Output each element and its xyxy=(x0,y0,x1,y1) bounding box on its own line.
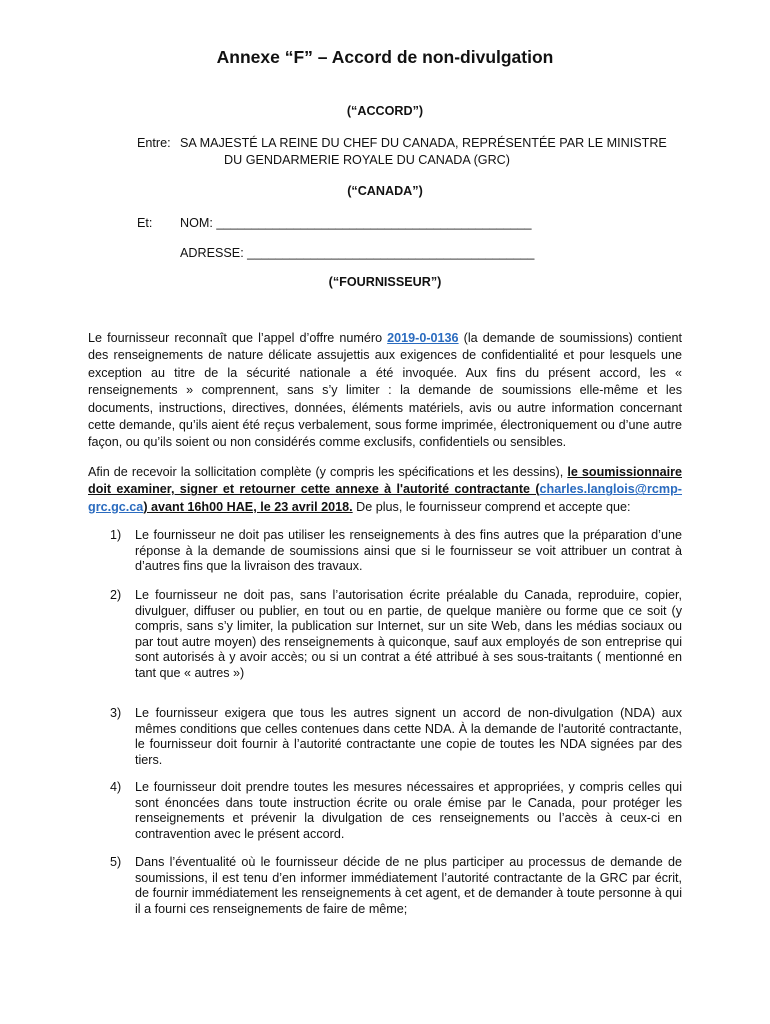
document-title: Annexe “F” – Accord de non-divulgation xyxy=(216,47,554,67)
list-item-text: Le fournisseur ne doit pas, sans l’autorisation écrite préalable du Canada, reproduire, copier, divulguer, diffuser ou publier, en tout ou en partie, de quelque manière ou forme que ce soit (y compris, sans s’y limiter, la publication sur Internet, sur un site Web, dans les médias sociaux ou par tout autre moyen) des renseignements à quiconque, sauf aux employés de son entreprise qui sont autorisés à y avoir accès; ou si un contrat a été attribué à ses sous-traitants ( mentionné en tant que « autres ») xyxy=(135,588,682,680)
list-item xyxy=(110,588,682,682)
list-item-text: Le fournisseur doit prendre toutes les mesures nécessaires et appropriées, y compris celles qui sont énoncées dans toute instruction écrite ou orale émise par le Canada, pour protéger les renseignements et prévenir la divulgation de ces renseignements ou l’accès à ceux-ci en contravention avec le présent accord. xyxy=(135,780,682,841)
para2-bold-instruction: le soumissionnaire doit examiner, signer et retourner cette annexe à l'autorité contractante ( xyxy=(88,465,682,497)
nom-field[interactable]: NOM: _____________________________________________ xyxy=(180,216,532,230)
paragraph-submission xyxy=(88,464,682,516)
canada-label: (“CANADA”) xyxy=(347,184,423,198)
para2-deadline: ) avant 16h00 HAE, le 23 avril 2018. xyxy=(143,499,353,514)
entre-label: Entre: xyxy=(137,136,171,150)
tender-number-link[interactable]: 2019-0-0136 xyxy=(387,331,459,345)
fournisseur-label: (“FOURNISSEUR”) xyxy=(328,275,442,289)
paragraph-intro xyxy=(88,330,682,452)
et-label: Et: xyxy=(137,216,153,230)
list-item-text: Le fournisseur ne doit pas utiliser les renseignements à des fins autres que la préparation d’une réponse à la demande de soumissions ainsi que si le fournisseur se voit attribuer un contrat à d’autres fins que la livraison des travaux. xyxy=(135,528,682,574)
para1-after: (la demande de soumissions) contient des renseignements de nature délicate assujettis aux exigences de confidentialité et pour lesquels une exception au titre de la sécurité nationale a été invoquée. Aux fins du présent accord, les « renseignements » comprennent, sans s’y limiter : la demande de soumissions elle-même et les documents, instructions, directives, données, éléments matériels, avis ou autre information concernant cette demande, qu’ils aient été reçus verbalement, sous forme imprimée, électroniquement ou d’une autre façon, ou qu’ils soient ou non considérés comme exclusifs, confidentiels ou sensibles. xyxy=(88,331,682,450)
para1-before: Le fournisseur reconnaît que l’appel d’offre numéro xyxy=(88,331,388,345)
list-item-number: 3) xyxy=(110,706,122,720)
list-item-number: 2) xyxy=(110,588,122,602)
list-item-number: 5) xyxy=(110,855,122,869)
entre-party-line2: DU GENDARMERIE ROYALE DU CANADA (GRC) xyxy=(224,153,510,167)
list-item-number: 1) xyxy=(110,528,122,542)
list-item-number: 4) xyxy=(110,780,122,794)
list-item xyxy=(110,780,682,842)
list-item xyxy=(110,855,682,917)
list-item-text: Dans l’éventualité où le fournisseur décide de ne plus participer au processus de demande de soumissions, il est tenu d’en informer immédiatement l’autorité contractante de la GRC par écrit, de fournir immédiatement les renseignements à cet agent, et de demander à toute personne à qui il a fourni ces renseignements de faire de même; xyxy=(135,855,682,916)
list-item-text: Le fournisseur exigera que tous les autres signent un accord de non-divulgation (NDA) aux mêmes conditions que celles contenues dans cette NDA. À la demande de l'autorité contractante, le fournisseur doit fournir à l’autorité contractante une copie de toutes les NDA signées par des tiers. xyxy=(135,706,682,767)
list-item xyxy=(110,706,682,768)
contact-email-link[interactable]: charles.langlois@rcmp-grc.gc.ca xyxy=(88,482,682,514)
accord-label: (“ACCORD”) xyxy=(346,104,424,118)
para2-after: De plus, le fournisseur comprend et accepte que: xyxy=(352,499,631,514)
list-item xyxy=(110,528,682,575)
para2-before: Afin de recevoir la sollicitation complète (y compris les spécifications et les dessins), xyxy=(88,465,568,479)
entre-party-line1: SA MAJESTÉ LA REINE DU CHEF DU CANADA, REPRÉSENTÉE PAR LE MINISTRE xyxy=(180,136,667,150)
adresse-field[interactable]: ADRESSE: _________________________________________ xyxy=(180,246,535,260)
